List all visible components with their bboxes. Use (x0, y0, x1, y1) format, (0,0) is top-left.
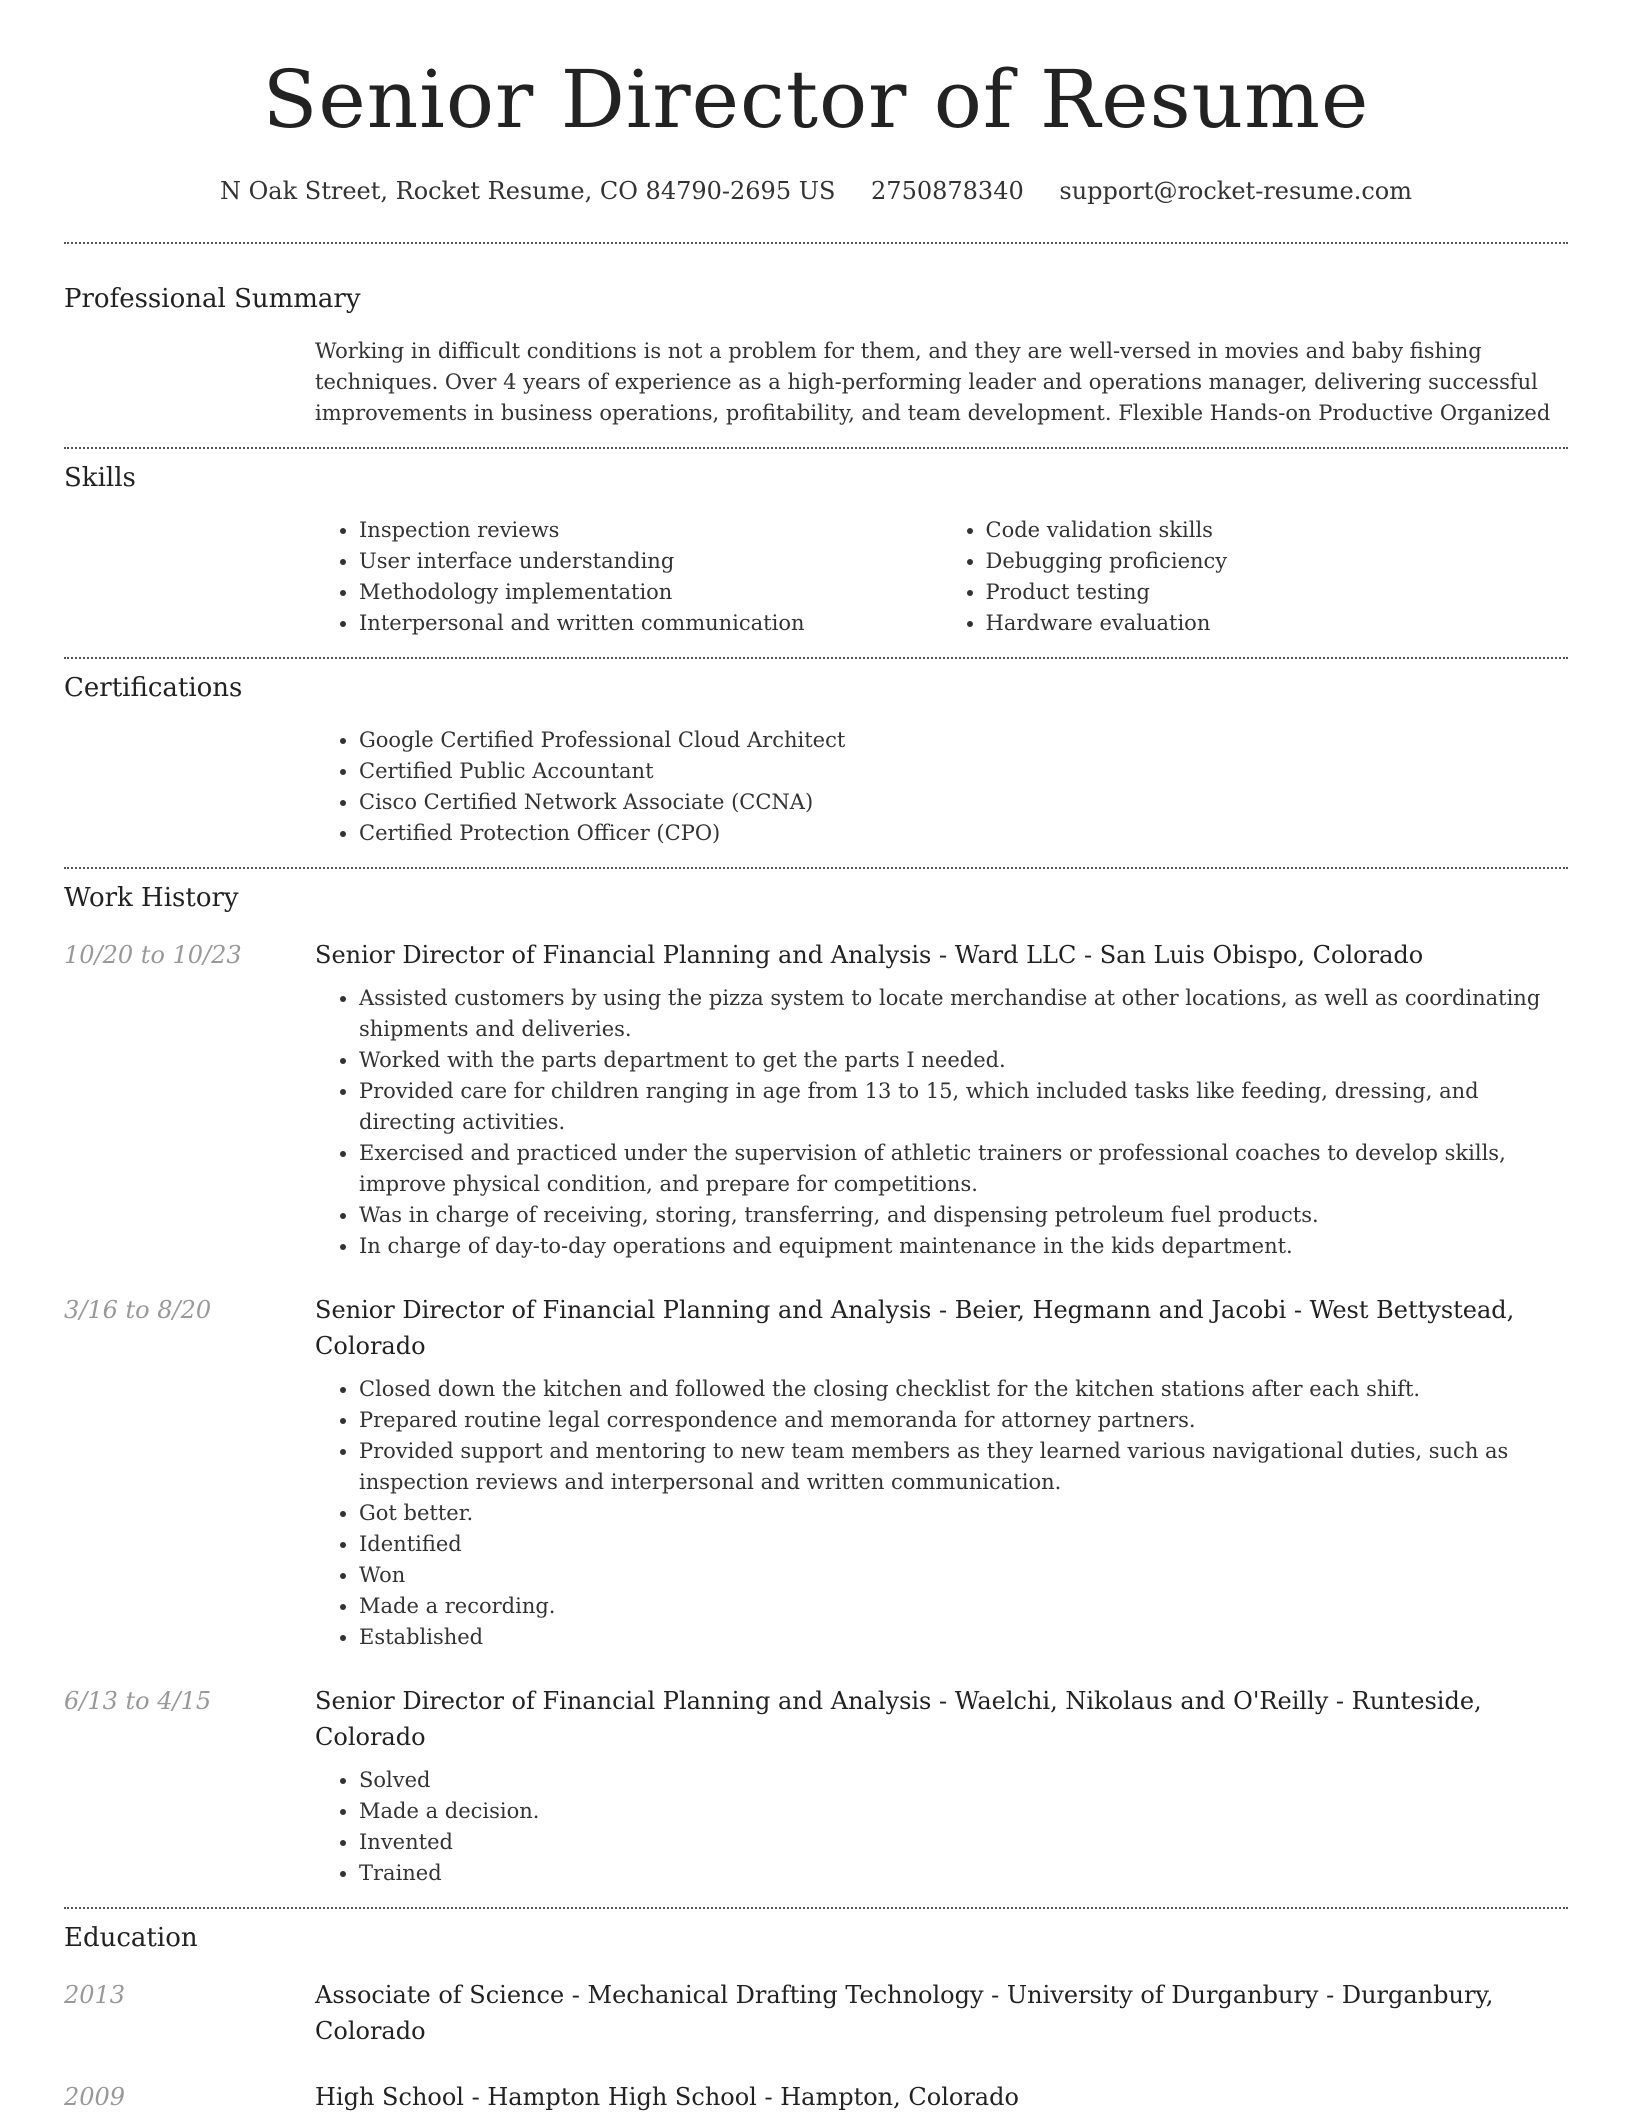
job-bullets (315, 1374, 1568, 1653)
certification-item: • Certified Protection Officer (CPO) (359, 818, 1568, 849)
job-bullet: • Provided support and mentoring to new team members as they learned various navigational duties, such as inspection reviews and interpersonal and written communication. (359, 1436, 1568, 1498)
job-date: 6/13 to 4/15 (64, 1687, 212, 1715)
job-bullet: • Exercised and practiced under the supervision of athletic trainers or professional coaches to develop skills, improve physical condition, and prepare for competitions. (359, 1138, 1568, 1200)
job-date: 3/16 to 8/20 (64, 1296, 212, 1324)
summary-title: Professional Summary (64, 284, 361, 314)
contact-line (0, 176, 1632, 206)
skills-list-left (315, 515, 942, 639)
contact-email: support@rocket-resume.com (1059, 177, 1412, 205)
job-bullet: • Won (359, 1560, 1568, 1591)
job-bullet: • Prepared routine legal correspondence and memoranda for attorney partners. (359, 1405, 1568, 1436)
job-bullet: • Made a recording. (359, 1591, 1568, 1622)
skill-item: • Methodology implementation (359, 577, 942, 608)
job-bullet: • Closed down the kitchen and followed the closing checklist for the kitchen stations after each shift. (359, 1374, 1568, 1405)
candidate-name: Senior Director of Resume (262, 53, 1370, 146)
education-title-line: Associate of Science - Mechanical Drafting Technology - University of Durganbury - Durganbury, Colorado (315, 1981, 1494, 2045)
certification-item: • Certified Public Accountant (359, 756, 1568, 787)
skills-section (64, 449, 1568, 639)
job-bullet: • Identified (359, 1529, 1568, 1560)
skill-item: • User interface understanding (359, 546, 942, 577)
job-bullet: • Provided care for children ranging in age from 13 to 15, which included tasks like feeding, dressing, and directing activities. (359, 1076, 1568, 1138)
skills-list-right (942, 515, 1569, 639)
job-title: Senior Director of Financial Planning and Analysis - Ward LLC - San Luis Obispo, Colorado (315, 941, 1424, 969)
work-history-section (64, 869, 1568, 1889)
job-title: Senior Director of Financial Planning and Analysis - Beier, Hegmann and Jacobi - West Bettystead, Colorado (315, 1296, 1515, 1360)
job-bullet: • Solved (359, 1765, 1568, 1796)
job-bullets (315, 983, 1568, 1262)
certification-item: • Cisco Certified Network Associate (CCNA) (359, 787, 1568, 818)
skill-item: • Hardware evaluation (986, 608, 1569, 639)
education-title-line: High School - Hampton High School - Hampton, Colorado (315, 2083, 1019, 2111)
job-bullet: • Worked with the parts department to get the parts I needed. (359, 1045, 1568, 1076)
education-date: 2013 (64, 1981, 126, 2009)
job-bullet: • In charge of day-to-day operations and equipment maintenance in the kids department. (359, 1231, 1568, 1262)
certifications-section (64, 659, 1568, 849)
contact-phone: 2750878340 (871, 177, 1024, 205)
job-title: Senior Director of Financial Planning and Analysis - Waelchi, Nikolaus and O'Reilly - Runteside, Colorado (315, 1687, 1482, 1751)
skill-item: • Debugging proficiency (986, 546, 1569, 577)
skill-item: • Product testing (986, 577, 1569, 608)
job-bullet: • Was in charge of receiving, storing, transferring, and dispensing petroleum fuel products. (359, 1200, 1568, 1231)
job-bullet: • Made a decision. (359, 1796, 1568, 1827)
certifications-list (315, 725, 1568, 849)
skill-item: • Code validation skills (986, 515, 1569, 546)
certification-item: • Google Certified Professional Cloud Architect (359, 725, 1568, 756)
work-history-title: Work History (64, 883, 239, 913)
skills-title: Skills (64, 463, 136, 493)
education-entry (64, 1977, 1568, 2049)
skills-grid (315, 515, 1568, 639)
summary-section (64, 244, 1568, 429)
job-entry (64, 1292, 1568, 1653)
job-bullet: • Established (359, 1622, 1568, 1653)
job-entry (64, 937, 1568, 1262)
education-entry (64, 2079, 1568, 2115)
job-bullet: • Assisted customers by using the pizza system to locate merchandise at other locations, as well as coordinating shipments and deliveries. (359, 983, 1568, 1045)
job-bullet: • Got better. (359, 1498, 1568, 1529)
job-bullets (315, 1765, 1568, 1889)
skill-item: • Inspection reviews (359, 515, 942, 546)
job-entry (64, 1683, 1568, 1889)
summary-text: Working in difficult conditions is not a problem for them, and they are well-versed in movies and baby fishing techniques. Over 4 years of experience as a high-performing leader and operations manager, delivering successful improvements in business operations, profitability, and team development. Flexible Hands-on Productive Organized (315, 339, 1551, 425)
job-bullet: • Invented (359, 1827, 1568, 1858)
contact-address: N Oak Street, Rocket Resume, CO 84790-2695 US (219, 177, 836, 205)
job-bullet: • Trained (359, 1858, 1568, 1889)
education-section (64, 1909, 1568, 2115)
education-title: Education (64, 1923, 198, 1953)
resume-header (0, 0, 1632, 206)
skill-item: • Interpersonal and written communication (359, 608, 942, 639)
education-date: 2009 (64, 2083, 126, 2111)
job-date: 10/20 to 10/23 (64, 941, 242, 969)
certifications-title: Certifications (64, 673, 243, 703)
